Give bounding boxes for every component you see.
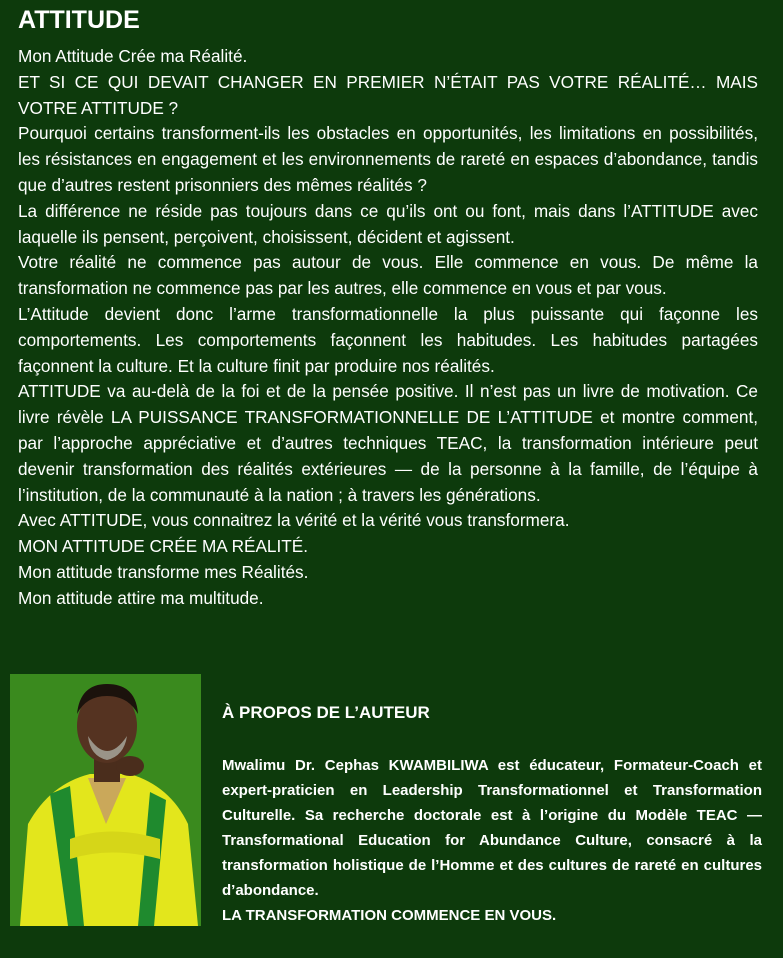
blurb-paragraph-2: ET SI CE QUI DEVAIT CHANGER EN PREMIER N’ÉTAIT PAS VOTRE RÉALITÉ… MAIS VOTRE ATTITUDE ?: [18, 71, 758, 118]
about-author-title: À PROPOS DE L’AUTEUR: [222, 703, 430, 722]
about-author: [222, 703, 762, 928]
blurb-paragraph-9: MON ATTITUDE CRÉE MA RÉALITÉ.: [18, 536, 308, 557]
author-portrait-illustration: [10, 674, 201, 926]
about-author-tagline: LA TRANSFORMATION COMMENCE EN VOUS.: [222, 907, 557, 924]
blurb: [18, 44, 758, 612]
book-title: ATTITUDE: [18, 6, 140, 34]
blurb-paragraph-4: La différence ne réside pas toujours dans ce qu’ils ont ou font, mais dans l’ATTITUDE avec laquelle ils pensent, perçoivent, choisissent, décident et agissent.: [18, 200, 758, 247]
blurb-paragraph-11: Mon attitude attire ma multitude.: [18, 587, 264, 608]
blurb-paragraph-5: Votre réalité ne commence pas autour de vous. Elle commence en vous. De même la transformation ne commence pas par les autres, elle commence en vous et par vous.: [18, 252, 758, 299]
blurb-paragraph-10: Mon attitude transforme mes Réalités.: [18, 561, 309, 582]
blurb-paragraph-1: Mon Attitude Crée ma Réalité.: [18, 46, 248, 66]
about-author-bio: Mwalimu Dr. Cephas KWAMBILIWA est éducateur, Formateur-Coach et expert-praticien en Leadership Transformationnel et Transformation Culturelle. Sa recherche doctorale est à l’origine du Modèle TEAC — Transformational Education for Abundance Culture, consacré à la transformation holistique de l’Homme et des cultures de rareté en cultures d’abondance.: [222, 757, 762, 899]
blurb-paragraph-8: Avec ATTITUDE, vous connaitrez la vérité et la vérité vous transformera.: [18, 510, 570, 531]
blurb-paragraph-7: ATTITUDE va au-delà de la foi et de la pensée positive. Il n’est pas un livre de motivation. Ce livre révèle LA PUISSANCE TRANSFORMATIONNELLE DE L’ATTITUDE et montre comment, par l’approche appréciative et d’autres techniques TEAC, la transformation intérieure peut devenir transformation des réalités extérieures — de la personne à la famille, de l’équipe à l’institution, de la communauté à la nation ; à travers les générations.: [18, 381, 758, 505]
blurb-paragraph-3: Pourquoi certains transforment-ils les obstacles en opportunités, les limitations en possibilités, les résistances en engagement et les environnements de rareté en espaces d’abondance, tandis que d’autres restent prisonniers des mêmes réalités ?: [18, 123, 758, 195]
about-author-text: [222, 753, 762, 928]
author-photo: [10, 674, 201, 926]
blurb-paragraph-6: L’Attitude devient donc l’arme transformationnelle la plus puissante qui façonne les comportements. Les comportements façonnent les habitudes. Les habitudes partagées façonnent la culture. Et la culture finit par produire nos réalités.: [18, 303, 758, 376]
